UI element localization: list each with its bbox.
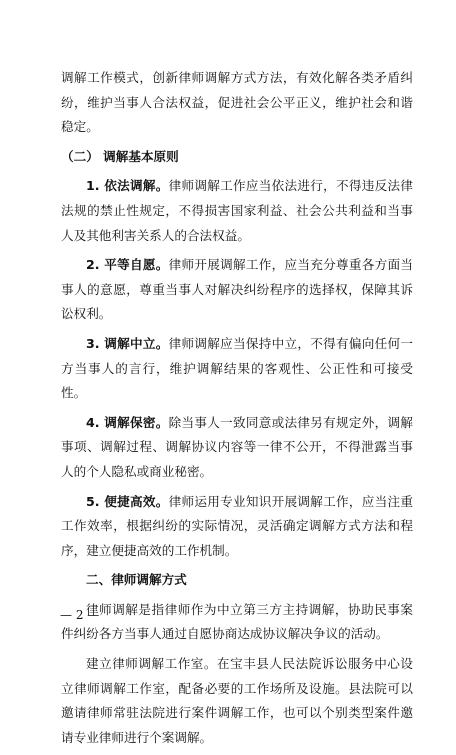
opening-paragraph: 调解工作模式，创新律师调解方式方法，有效化解各类矛盾纠纷，维护当事人合法权益，促进社会公平正义，维护社会和谐稳定。 bbox=[61, 70, 413, 135]
principle-text: 律师调解工作应当依法进行，不得违反法律法规的禁止性规定，不得损害国家利益、社会公共利益和当事人及其他利害关系人的合法权益。 bbox=[61, 178, 414, 243]
principle-lead: 4. 调解保密。 bbox=[86, 414, 169, 430]
principle-paragraph bbox=[61, 411, 413, 485]
principle-paragraph bbox=[61, 332, 413, 406]
principle-paragraph bbox=[61, 490, 413, 564]
principle-text: 律师调解应当保持中立，不得有偏向任何一方当事人的言行，维护调解结果的客观性、公正性和可接受性。 bbox=[61, 335, 414, 401]
principle-text: 除当事人一致同意或法律另有规定外，调解事项、调解过程、调解协议内容等一律不公开，不得泄露当事人的个人隐私或商业秘密。 bbox=[61, 414, 414, 479]
document-body bbox=[61, 66, 413, 755]
principle-lead: 5. 便捷高效。 bbox=[86, 493, 169, 509]
principle-paragraph bbox=[61, 253, 413, 327]
office-paragraph: 建立律师调解工作室。在宝丰县人民法院诉讼服务中心设立律师调解工作室，配备必要的工作场所及设施。县法院可以邀请律师常驻法院进行案件调解工作，也可以个别类型案件邀请专业律师进行个案调解。 bbox=[61, 656, 413, 745]
principles-subheading: （二） 调解基本原则 bbox=[61, 148, 179, 164]
principle-paragraph bbox=[61, 174, 413, 248]
principle-lead: 3. 调解中立。 bbox=[86, 335, 169, 351]
principle-lead: 1. 依法调解。 bbox=[86, 178, 169, 194]
page-number: — 2 — bbox=[60, 608, 100, 622]
section-heading: 二、律师调解方式 bbox=[86, 572, 187, 588]
principle-lead: 2. 平等自愿。 bbox=[86, 257, 169, 273]
definition-paragraph: 律师调解是指律师作为中立第三方主持调解，协助民事案件纠纷各方当事人通过自愿协商达成协议解决争议的活动。 bbox=[61, 601, 413, 642]
principle-text: 律师运用专业知识开展调解工作，应当注重工作效率，根据纠纷的实际情况，灵活确定调解方式方法和程序，建立便捷高效的工作机制。 bbox=[61, 493, 414, 558]
principle-text: 律师开展调解工作，应当充分尊重各方面当事人的意愿，尊重当事人对解决纠纷程序的选择权，保障其诉讼权利。 bbox=[61, 257, 414, 322]
